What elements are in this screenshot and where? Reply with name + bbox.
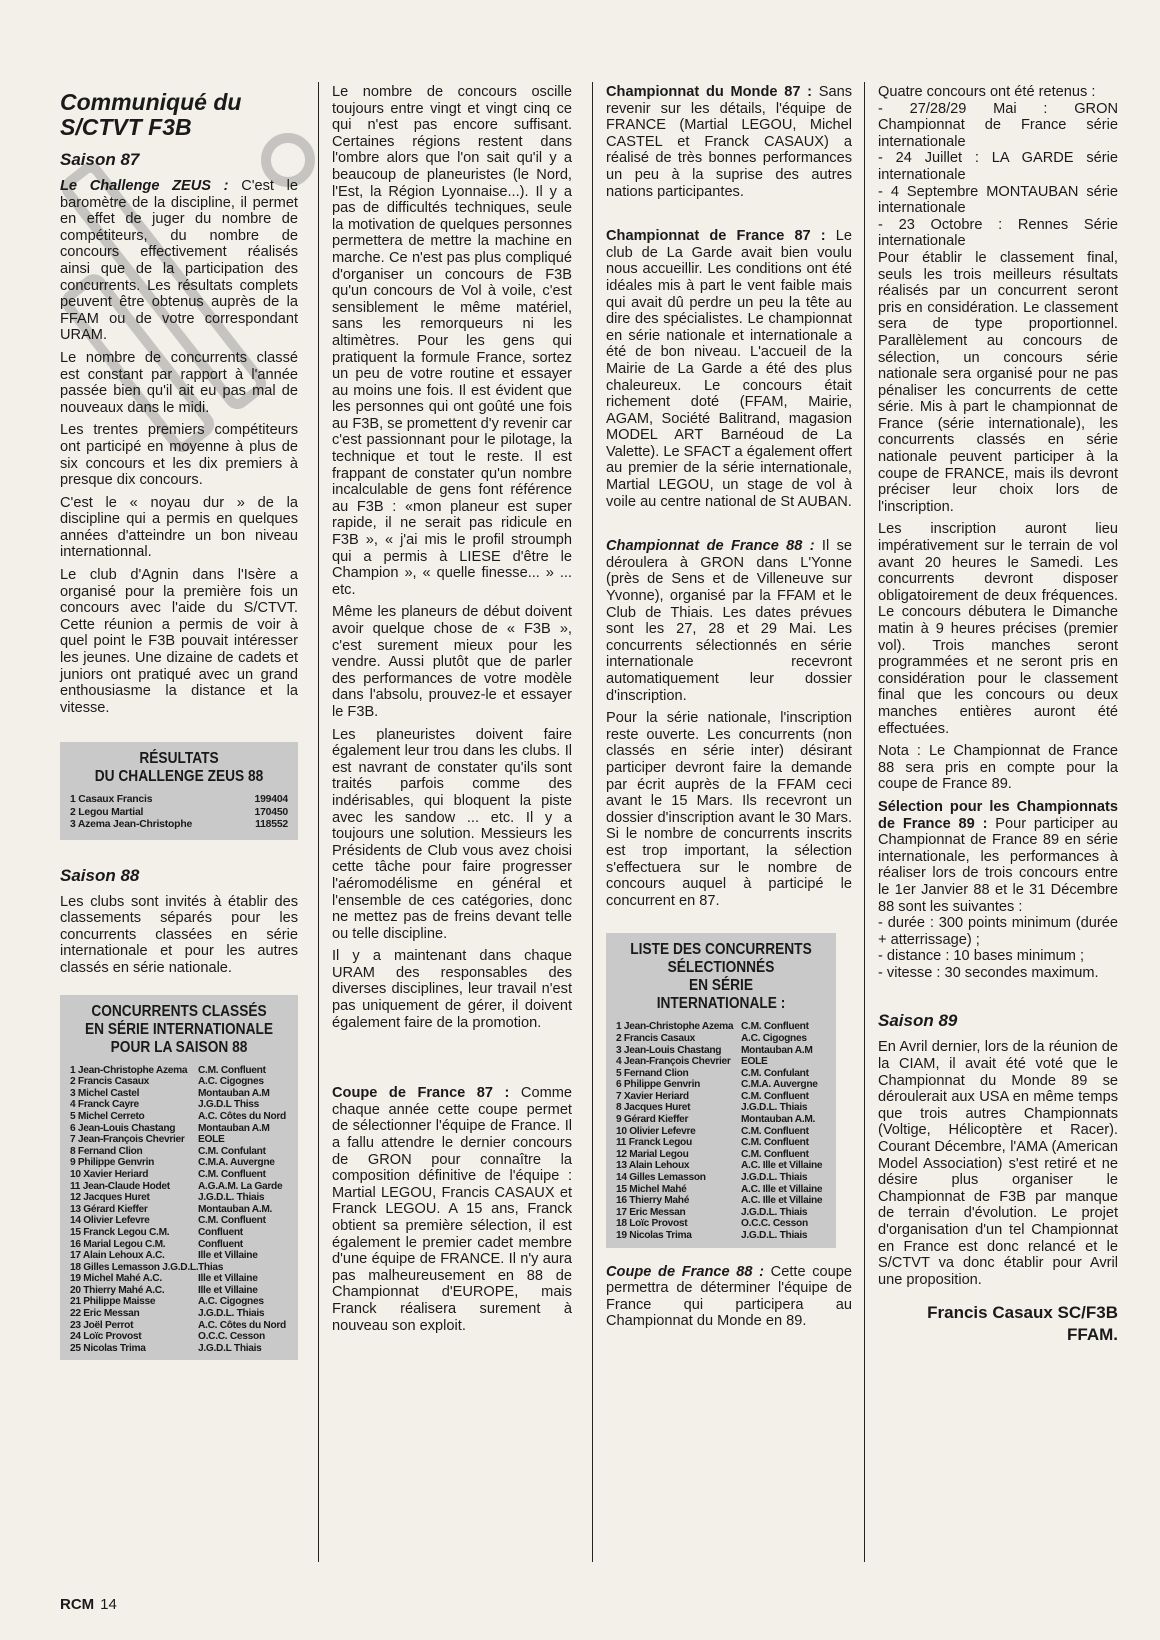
competitor-club: A.C. Cigognes — [198, 1076, 264, 1088]
ranking-row — [70, 1250, 288, 1262]
competitor-name: 19 Nicolas Trima — [616, 1230, 692, 1241]
ranking-row — [70, 1076, 288, 1088]
competitor-name: 7 Xavier Heriard — [616, 1090, 689, 1102]
competitor-club: Confluent — [198, 1238, 243, 1250]
ranking-row — [70, 1065, 288, 1077]
competitor-club: O.C.C. Cesson — [741, 1218, 808, 1230]
competitor-name: 20 Thierry Mahé A.C. — [70, 1284, 165, 1296]
competitor-club: C.M. Confluent — [198, 1215, 266, 1227]
signature-line-1: Francis Casaux SC/F3B — [927, 1303, 1118, 1323]
text-selection-89: Pour participer au Championnat de France 89 en série internationale, les performances à réaliser lors de trois concours entre le 1er Janvier 88 et le 31 Décembre 88 sont les suivantes : — [878, 815, 1118, 915]
competitor-club: J.G.D.L. Thiais — [198, 1192, 265, 1204]
criterion: - distance : 10 bases minimum ; — [878, 948, 1085, 965]
ranking-row — [70, 1088, 288, 1100]
contest-date: - 27/28/29 Mai : GRON Championnat de France série internationale — [878, 100, 1118, 150]
competitor-name: 10 Xavier Heriard — [70, 1168, 149, 1180]
ranking-row — [70, 1134, 288, 1146]
intl-ranking-title — [83, 1003, 275, 1057]
competitor-club: O.C.C. Cesson — [198, 1331, 265, 1343]
competitor-name: 5 Fernand Clion — [616, 1067, 689, 1079]
selected-row — [616, 1126, 826, 1138]
competitor-name: 21 Philippe Maisse — [70, 1296, 156, 1308]
column-4 — [878, 84, 1118, 1346]
page-footer — [60, 1596, 117, 1613]
paragraph: C'est le « noyau dur » de la discipline qui a permis en quelques années d'atteindre un bon niveau internationnal. — [60, 494, 298, 561]
result-score: 118552 — [255, 819, 288, 831]
competitor-club: J.G.D.L. Thiais — [741, 1102, 808, 1114]
column-rule — [318, 82, 319, 1562]
text-challenge-zeus: C'est le baromètre de la discipline, il permet en effet de juger du nombre de compétiteurs, du nombre de concours effectivement réalisés ainsi que de la participation des concurrents. Les résultats complets peuvent être obtenus auprès de la FFAM ou de votre correspondant URAM. — [60, 178, 298, 344]
criteria-list — [878, 915, 1118, 981]
competitor-club: C.M. Confluent — [198, 1064, 266, 1076]
competitor-name: 4 Franck Cayre — [70, 1099, 139, 1111]
competitor-club: Montauban A.M — [198, 1122, 270, 1134]
paragraph: Les inscription auront lieu impérativement sur le terrain de vol avant 20 heures le Samedi. Les concurrents devront disposer obligatoirement de deux fréquences. Le concours débutera le Dimanche matin à 9 heures précises (premier vol). Trois manches seront programmées et ne seront pris en considération pour le classement final que les concours ou deux manches entières auront été effectuées. — [878, 521, 1118, 737]
competitor-name: 12 Marial Legou — [616, 1148, 689, 1160]
column-1 — [60, 84, 298, 1376]
selected-row — [616, 1091, 826, 1103]
competitor-club: J.G.D.L Thiais — [198, 1342, 262, 1354]
ranking-row — [70, 1320, 288, 1332]
competitor-name: 1 Jean-Christophe Azema — [616, 1021, 734, 1033]
result-score: 199404 — [254, 794, 288, 806]
competitor-club: A.C. Côtes du Nord — [198, 1319, 286, 1331]
results-box-title — [83, 750, 275, 786]
selected-row — [616, 1045, 826, 1057]
competitor-name: 6 Jean-Louis Chastang — [70, 1122, 176, 1134]
lead-france-87: Championnat de France 87 : — [606, 228, 826, 245]
selected-list-box — [606, 933, 836, 1247]
ranking-row — [70, 1204, 288, 1216]
column-3 — [606, 84, 852, 1336]
competitor-club: Montauban A.M. — [198, 1203, 273, 1215]
ranking-row — [70, 1227, 288, 1239]
selected-row — [616, 1056, 826, 1068]
ranking-row — [70, 1181, 288, 1193]
competitor-club: C.M.A. Auvergne — [741, 1079, 818, 1091]
selected-row — [616, 1218, 826, 1230]
ranking-row — [70, 1215, 288, 1227]
lead-coupe-88: Coupe de France 88 : — [606, 1263, 765, 1280]
lead-monde-87: Championnat du Monde 87 : — [606, 84, 813, 100]
competitor-club: Thias — [198, 1261, 224, 1273]
competitor-name: 2 Francis Casaux — [70, 1076, 150, 1088]
lead-challenge-zeus: Le Challenge ZEUS : — [60, 178, 229, 194]
competitor-name: 17 Eric Messan — [616, 1206, 686, 1218]
competitor-club: Confluent — [198, 1226, 243, 1238]
ranking-row — [70, 1192, 288, 1204]
competitor-club: C.M. Confluent — [741, 1148, 809, 1160]
selected-list — [616, 1021, 826, 1241]
competitor-name: 15 Michel Mahé — [616, 1183, 687, 1195]
competitor-name: 4 Jean-François Chevrier — [616, 1056, 731, 1068]
competitor-name: 11 Franck Legou — [616, 1137, 692, 1149]
competitor-club: Ille et Villaine — [198, 1273, 258, 1285]
paragraph-france-87 — [606, 228, 852, 510]
text-coupe-88: Cette coupe permettra de déterminer l'équipe de France qui participera au Championnat du Monde en 89. — [606, 1263, 852, 1330]
competitor-name: 19 Michel Mahé A.C. — [70, 1273, 162, 1285]
competitor-club: J.G.D.L. Thiais — [741, 1206, 808, 1218]
paragraph: Le nombre de concours oscille toujours entre vingt et vingt cinq ce qui n'est pas encore suffisant. Certaines régions restent dans l'ombre alors que l'on sait qu'il y a beaucoup de planeuristes (le Nord, l'Est, la Région Lyonnaise...). Il y a pas de difficultés techniques, seule la motivation de quelques personnes permettera de mettre la machine en marche. Ce n'est pas plus compliqué d'organiser un concours de F3B qu'un concours de Vol à voile, c'est sensiblement le même matériel, sans les remorqueurs ni les altimètres. Pour les gens qui pratiquent la formule France, sortez un peu de votre routine et essayer au moins une fois. Il est évident que les personnes qui ont goûté une fois au F3B, se promettent d'y revenir car c'est passionnant pour le pilotage, la technique et tout le reste. Il est frappant de constater qu'un nombre incalculable de gens font référence au F3B : «mon planeur est super rapide, il ne serait pas ridicule en F3B », « j'ai mis le profil stroumph qui a permis à LIESE d'être le Champion », « quelle finesse... » ... etc. — [332, 84, 572, 598]
paragraph-coupe-88 — [606, 1264, 852, 1330]
competitor-club: J.G.D.L Thiss — [198, 1099, 260, 1111]
competitor-club: A.C. Ille et Villaine — [741, 1183, 823, 1195]
paragraph: Pour la série nationale, l'inscription reste ouverte. Les concurrents (non classés en série inter) désirant participer devront faire la demande par écrit auprès de la FFAM ceci avant le 15 Mars. Ils recevront un dossier d'inscription avant le 30 Mars. Si le nombre de concurrents inscrits est trop important, la sélection s'effectuera sur le nombre de concours auquel à participé le concurrent en 87. — [606, 710, 852, 909]
intl-ranking-list — [70, 1065, 288, 1355]
competitor-club: J.G.D.L. Thiais — [741, 1172, 808, 1184]
competitor-club: C.M. Confulant — [198, 1145, 266, 1157]
results-list — [70, 794, 288, 831]
text-france-88: Il se déroulera à GRON dans L'Yonne (près de Sens et de Villeneuve sur Yvonne), organisé par la FFAM et le Club de Thiais. Les dates prévues sont les 27, 28 et 29 Mai. Les concurrents sélectionnés en série internationale recevront automatiquement leur dossier d'inscription. — [606, 538, 852, 704]
ranking-row — [70, 1331, 288, 1343]
result-name: 2 Legou Martial — [70, 806, 144, 818]
selected-row — [616, 1172, 826, 1184]
competitor-club: Ille et Villaine — [198, 1284, 258, 1296]
heading-saison-87: Saison 87 — [60, 150, 140, 169]
competitor-name: 13 Gérard Kieffer — [70, 1203, 148, 1215]
heading-saison-88: Saison 88 — [60, 865, 140, 885]
page-number: 14 — [100, 1596, 117, 1613]
ranking-row — [70, 1111, 288, 1123]
column-2 — [332, 84, 572, 1340]
selected-row — [616, 1068, 826, 1080]
intl-ranking-box — [60, 995, 298, 1361]
paragraph: Les clubs sont invités à établir des classements séparés pour les concurrents classées en série internationale et pour les autres classés en série nationale. — [60, 893, 298, 976]
selected-row — [616, 1207, 826, 1219]
signature — [878, 1302, 1118, 1346]
result-name: 1 Casaux Francis — [70, 794, 153, 806]
competitor-club: A.C. Côtes du Nord — [198, 1110, 286, 1122]
competitor-club: Montauban A.M — [198, 1087, 270, 1099]
competitor-name: 14 Gilles Lemasson — [616, 1172, 706, 1184]
competitor-club: C.M. Confluent — [741, 1137, 809, 1149]
paragraph: Il y a maintenant dans chaque URAM des responsables des diverses disciplines, leur travail n'est pas uniquement de gérer, il doivent également faire de la promotion. — [332, 948, 572, 1031]
intl-title-line-1: CONCURRENTS CLASSÉS — [91, 1002, 267, 1020]
column-rule — [592, 82, 593, 1562]
title-line-1: Communiqué du — [60, 89, 242, 115]
paragraph: Pour établir le classement final, seuls les trois meilleurs résultats réalisés par un concurrent seront pris en considération. Le classement sera de type proportionnel. Parallèlement au concours de sélection, un concours série nationale sera organisé pour ne pas pénaliser les concurrents de cette série. Mis à part le championnat de France (série internationale), les concurrents classés en série nationale peuvent participer à la coupe de FRANCE, mais ils devront préciser leur choix lors de l'inscription. — [878, 249, 1118, 515]
competitor-name: 16 Thierry Mahé — [616, 1195, 690, 1207]
ranking-row — [70, 1296, 288, 1308]
competitor-name: 9 Philippe Genvrin — [70, 1157, 155, 1169]
competitor-club: A.C. Ille et Villaine — [741, 1160, 823, 1172]
paragraph-selection-89 — [878, 799, 1118, 915]
competitor-name: 8 Fernand Clion — [70, 1145, 143, 1157]
selected-row — [616, 1114, 826, 1126]
competitor-club: C.M. Confulant — [741, 1067, 809, 1079]
selected-row — [616, 1195, 826, 1207]
signature-line-2: FFAM. — [1067, 1325, 1118, 1345]
paragraph-challenge-zeus — [60, 178, 298, 344]
ranking-row — [70, 1273, 288, 1285]
competitor-name: 6 Philippe Genvrin — [616, 1079, 701, 1091]
lead-selection-89: Sélection pour les Championnats de France 89 : — [878, 798, 1118, 832]
ranking-row — [70, 1099, 288, 1111]
paragraph: Les planeuristes doivent faire également leur trou dans les clubs. Il est navrant de constater qu'ils sont traités parfois comme des indérisables, qui bloquent la piste avec les sandow ... etc. Il y a toujours une solution. Messieurs les Présidents de Club vous avez choisi cette tâche pour faire progresser l'aéromodélisme en général et l'ensemble de ces catégories, donc ne mettez pas de freins devant telle ou telle discipline. — [332, 726, 572, 942]
competitor-club: A.G.A.M. La Garde — [198, 1180, 283, 1192]
ranking-row — [70, 1262, 288, 1274]
result-name: 3 Azema Jean-Christophe — [70, 819, 193, 831]
competitor-club: A.C. Ille et Villaine — [741, 1195, 823, 1207]
competitor-name: 9 Gérard Kieffer — [616, 1114, 689, 1126]
competitor-name: 22 Eric Messan — [70, 1308, 140, 1320]
competitor-club: C.M. Confluent — [741, 1090, 809, 1102]
intl-title-line-3: POUR LA SAISON 88 — [110, 1038, 248, 1056]
paragraph: Quatre concours ont été retenus : — [878, 84, 1096, 100]
competitor-name: 17 Alain Lehoux A.C. — [70, 1250, 165, 1262]
result-row — [70, 819, 288, 831]
competitor-club: J.G.D.L. Thiais — [198, 1308, 265, 1320]
selected-row — [616, 1149, 826, 1161]
results-box — [60, 742, 298, 839]
criterion: - vitesse : 30 secondes maximum. — [878, 964, 1099, 981]
result-row — [70, 807, 288, 819]
competitor-name: 3 Jean-Louis Chastang — [616, 1044, 722, 1056]
paragraph-monde-87 — [606, 84, 852, 200]
selected-row — [616, 1137, 826, 1149]
heading-saison-89: Saison 89 — [878, 1011, 958, 1031]
selected-list-title — [629, 941, 814, 1013]
competitor-name: 18 Gilles Lemasson J.G.D.L. — [70, 1261, 198, 1273]
competitor-club: Montauban A.M. — [741, 1114, 816, 1126]
selected-title-line-1: LISTE DES CONCURRENTS — [630, 941, 812, 959]
result-score: 170450 — [254, 806, 288, 818]
competitor-name: 5 Michel Cerreto — [70, 1110, 145, 1122]
competitor-name: 1 Jean-Christophe Azema — [70, 1064, 188, 1076]
column-rule — [864, 82, 865, 1562]
ranking-row — [70, 1123, 288, 1135]
competitor-club: EOLE — [198, 1134, 225, 1146]
paragraph: Même les planeurs de début doivent avoir quelque chose de « F3B », c'est surement mieux pour les vendre. Aussi plutôt que de parler des performances de votre modèle dans l'absolu, prouvez-le et essayer le F3B. — [332, 604, 572, 720]
competitor-name: 3 Michel Castel — [70, 1087, 140, 1099]
selected-row — [616, 1160, 826, 1172]
selected-row — [616, 1021, 826, 1033]
text-france-87: Le club de La Garde avait bien voulu nous accueillir. Les conditions ont été idéales mis à part le vent faible mais qui avait dû perdre un peu la tête au dire des spécialistes. Le championnat en série nationale et internationale a été de bon niveau. L'accueil de la Mairie de La Garde a été des plus chaleureux. Le concours était richement doté (FFAM, Mairie, AGAM, Société Balitrand, magasion MODEL ART Barnéoud de La Valette). Le SFACT a également offert au premier de la série internationale, Martial LEGOU, un stage de vol à voile au centre national de St AUBAN. — [606, 228, 852, 510]
competitor-name: 25 Nicolas Trima — [70, 1342, 146, 1354]
selected-row — [616, 1102, 826, 1114]
competitor-club: C.M. Confluent — [198, 1168, 266, 1180]
contest-date: - 24 Juillet : LA GARDE série internationale — [878, 150, 1118, 183]
competitor-name: 15 Franck Legou C.M. — [70, 1226, 170, 1238]
competitor-name: 12 Jacques Huret — [70, 1192, 150, 1204]
page-title — [60, 90, 298, 140]
competitor-name: 24 Loïc Provost — [70, 1331, 142, 1343]
competitor-club: Ille et Villaine — [198, 1250, 258, 1262]
competitor-club: EOLE — [741, 1056, 768, 1068]
magazine-name: RCM — [60, 1596, 95, 1613]
selected-title-line-2: SÉLECTIONNÉS — [667, 959, 775, 977]
paragraph: Nota : Le Championnat de France 88 sera pris en compte pour la coupe de France 89. — [878, 743, 1118, 793]
contest-dates-list — [878, 101, 1118, 250]
competitor-club: J.G.D.L. Thiais — [741, 1230, 808, 1241]
competitor-name: 11 Jean-Claude Hodet — [70, 1180, 170, 1192]
competitor-club: C.M.A. Auvergne — [198, 1157, 275, 1169]
ranking-row — [70, 1146, 288, 1158]
competitor-club: A.C. Cigognes — [198, 1296, 264, 1308]
ranking-row — [70, 1308, 288, 1320]
selected-row — [616, 1184, 826, 1196]
text-monde-87: Sans revenir sur les détails, l'équipe de FRANCE (Martial LEGOU, Michel CASTEL et Franck CASAUX) a réalisé de très bonnes performances un peu à la suprise des autres nations participantes. — [606, 84, 852, 200]
ranking-row — [70, 1285, 288, 1297]
results-title-line-2: DU CHALLENGE ZEUS 88 — [94, 768, 264, 786]
competitor-name: 13 Alain Lehoux — [616, 1160, 690, 1172]
competitor-name: 10 Olivier Lefevre — [616, 1125, 696, 1137]
competitor-club: C.M. Confluent — [741, 1125, 809, 1137]
paragraph: Les trentes premiers compétiteurs ont participé en moyenne à plus de six concours et les dix premiers à presque dix concours. — [60, 422, 298, 489]
paragraph-coupe-87 — [332, 1085, 572, 1334]
ranking-row — [70, 1157, 288, 1169]
competitor-club: A.C. Cigognes — [741, 1032, 807, 1044]
paragraph: En Avril dernier, lors de la réunion de la CIAM, il avait été voté que le Championnat du Monde 89 se déroulerait aux USA en même temps que trois autres Championnats (Voltige, Hélicoptère et Racer). Courant Décembre, l'AMA (American Model Association) s'est retiré et ne désire plus organiser le Championnat de F3B par manque de terrain d'évolution. Le projet d'organisation d'un tel Championnat en France est donc relancé et le S/CTVT va donc établir pour Avril une proposition. — [878, 1039, 1118, 1288]
contest-date: - 4 Septembre MONTAUBAN série internationale — [878, 183, 1118, 217]
competitor-name: 2 Francis Casaux — [616, 1032, 696, 1044]
selected-row — [616, 1079, 826, 1091]
results-title-line-1: RÉSULTATS — [139, 750, 219, 768]
ranking-row — [70, 1169, 288, 1181]
competitor-name: 14 Olivier Lefevre — [70, 1215, 150, 1227]
competitor-name: 18 Loïc Provost — [616, 1218, 688, 1230]
contest-date: - 23 Octobre : Rennes Série internationale — [878, 216, 1118, 250]
result-row — [70, 794, 288, 806]
intl-title-line-2: EN SÉRIE INTERNATIONALE — [84, 1020, 274, 1038]
criterion: - durée : 300 points minimum (durée + atterrissage) ; — [878, 915, 1118, 948]
competitor-name: 16 Marial Legou C.M. — [70, 1238, 166, 1250]
ranking-row — [70, 1343, 288, 1355]
selected-row — [616, 1230, 826, 1242]
lead-france-88: Championnat de France 88 : — [606, 538, 815, 555]
text-coupe-87: Comme chaque année cette coupe permet de sélectionner l'équipe de France. Il a fallu attendre le dernier concours de GRON pour connaître la composition définitive de l'équipe : Martial LEGOU, Francis CASAUX et Franck LEGOU. A 15 ans, Franck obtient sa première sélection, il est également le premier cadet membre d'une équipe de FRANCE. Il n'y aura pas malheureusement en 88 de Championnat d'EUROPE, mais Franck réalisera surement à nouveau son exploit. — [332, 1085, 572, 1334]
competitor-club: Montauban A.M — [741, 1044, 813, 1056]
title-line-2: S/CTVT F3B — [60, 114, 192, 140]
paragraph-france-88 — [606, 538, 852, 704]
competitor-name: 23 Joël Perrot — [70, 1319, 134, 1331]
paragraph: Le club d'Agnin dans l'Isère a organisé pour la première fois un concours avec l'aide du S/CTVT. Cette réunion a permis de voir à quel point le F3B pouvait intéresser les jeunes. Une dizaine de cadets et juniors ont pratiqué avec un grand enthousiasme la distance et la vitesse. — [60, 567, 298, 716]
paragraph: Le nombre de concurrents classé est constant par rapport à l'année passée bien qu'il ait eu pas mal de nouveaux dans le midi. — [60, 349, 298, 416]
selected-title-line-3: EN SÉRIE INTERNATIONALE : — [656, 977, 786, 1013]
lead-coupe-87: Coupe de France 87 : — [332, 1085, 510, 1102]
competitor-club: C.M. Confluent — [741, 1021, 809, 1033]
selected-row — [616, 1033, 826, 1045]
competitor-name: 7 Jean-François Chevrier — [70, 1134, 185, 1146]
competitor-name: 8 Jacques Huret — [616, 1102, 691, 1114]
ranking-row — [70, 1239, 288, 1251]
